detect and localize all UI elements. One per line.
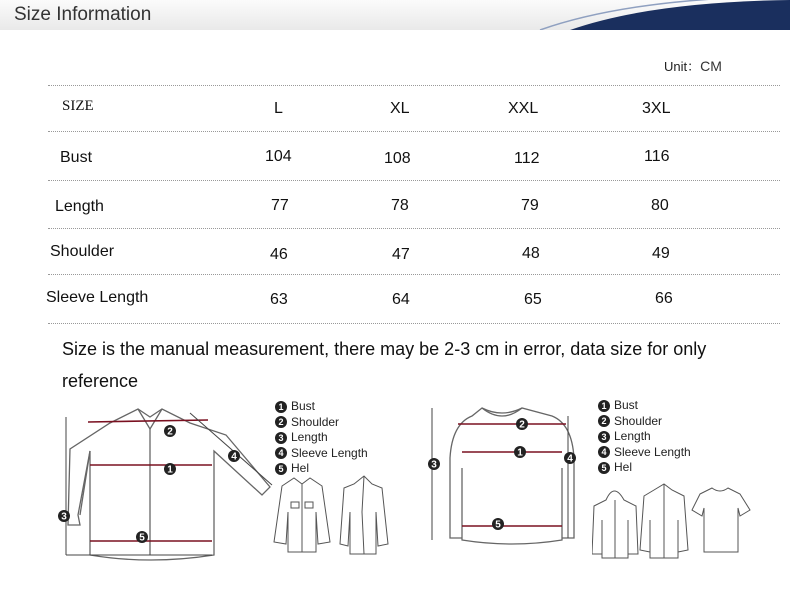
row-label: Bust [60, 149, 93, 166]
section-header [0, 0, 790, 30]
hoodie-cardigan-tshirt-sketches [592, 480, 762, 564]
legend-item: 4 Sleeve Length [275, 446, 368, 462]
table-rule [48, 180, 780, 181]
marker-5-label: 5 [139, 532, 145, 544]
table-cell: 77 [271, 197, 289, 214]
marker-1-label: 1 [517, 447, 523, 459]
legend-item: 2 Shoulder [598, 414, 691, 430]
legend-item: 2 Shoulder [275, 415, 368, 431]
sweater-markers [422, 398, 592, 558]
table-cell: 64 [392, 291, 410, 308]
column-header-size: SIZE [62, 98, 94, 114]
legend-item: 1 Bust [275, 399, 368, 415]
table-cell: 80 [651, 197, 669, 214]
table-cell: 63 [270, 291, 288, 308]
marker-5-label: 5 [495, 519, 501, 531]
table-rule [48, 274, 780, 275]
marker-4-label: 4 [567, 453, 573, 465]
column-header: L [274, 100, 283, 117]
row-label: Shoulder [50, 243, 115, 260]
section-title: Size Information [14, 4, 152, 25]
header-swoosh [530, 0, 790, 30]
legend-item: 3 Length [598, 429, 691, 445]
table-rule [48, 131, 780, 132]
row-label: Length [55, 198, 104, 215]
row-label: Sleeve Length [46, 289, 149, 306]
table-cell: 79 [521, 197, 539, 214]
marker-3-label: 3 [431, 459, 437, 471]
unit-label: Unit：CM [664, 58, 722, 74]
table-cell: 48 [522, 245, 540, 262]
legend-item: 3 Length [275, 430, 368, 446]
table-rule [48, 228, 780, 229]
measurement-note: Size is the manual measurement, there may be 2-3 cm in error, data size for only reference [62, 339, 707, 391]
legend-item: 5 Hel [598, 460, 691, 476]
legend-item: 5 Hel [275, 461, 368, 477]
table-cell: 104 [265, 148, 292, 165]
table-cell: 112 [514, 150, 540, 167]
table-rule [48, 323, 780, 324]
jacket-sketches [264, 472, 394, 562]
marker-1-label: 1 [167, 464, 173, 476]
table-cell: 116 [644, 148, 670, 165]
table-cell: 78 [391, 197, 409, 214]
legend-right [598, 398, 691, 476]
marker-2-label: 2 [519, 419, 525, 431]
table-cell: 49 [652, 245, 670, 262]
table-cell: 108 [384, 150, 411, 167]
legend-item: 1 Bust [598, 398, 691, 414]
shirt-markers [50, 395, 280, 575]
legend-left [275, 399, 368, 477]
marker-4-label: 4 [231, 451, 237, 463]
table-cell: 47 [392, 246, 410, 263]
table-cell: 66 [655, 290, 673, 307]
column-header: 3XL [642, 100, 671, 117]
table-cell: 46 [270, 246, 288, 263]
table-rule [48, 85, 780, 86]
table-cell: 65 [524, 291, 542, 308]
column-header: XXL [508, 100, 539, 117]
legend-item: 4 Sleeve Length [598, 445, 691, 461]
marker-2-label: 2 [167, 426, 173, 438]
marker-3-label: 3 [61, 511, 67, 523]
column-header: XL [390, 100, 410, 117]
